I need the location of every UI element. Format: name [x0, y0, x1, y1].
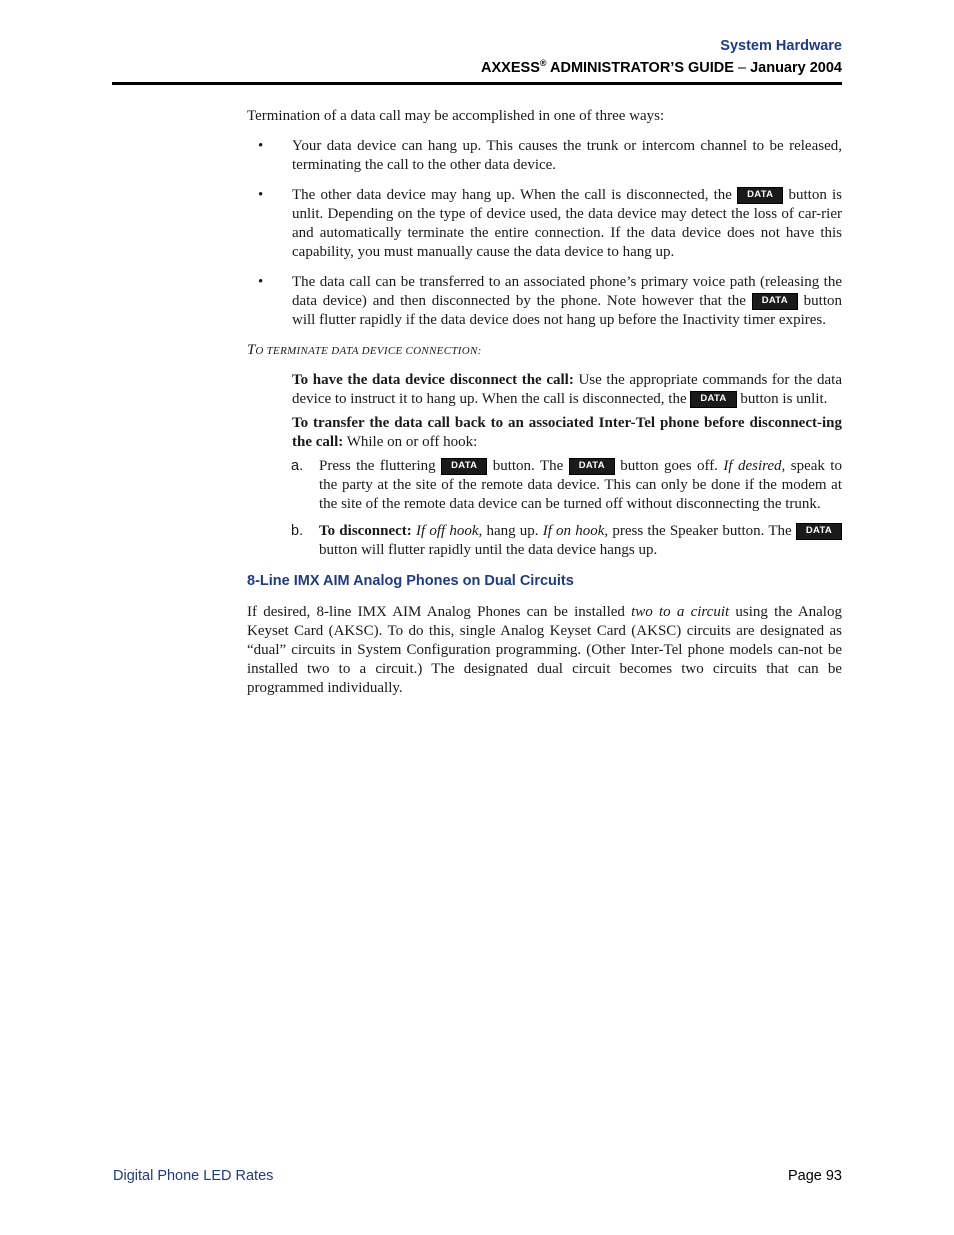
- substep-lead: To disconnect:: [319, 523, 412, 539]
- header-guide-title: [481, 60, 842, 76]
- procedure-heading-cap: T: [247, 342, 256, 358]
- substep-text: button goes off.: [614, 458, 724, 474]
- substep-text: button. The: [487, 458, 569, 474]
- step-text: Use the appropriate commands for the data device to instruct it to hang up. When the call is disconnected, the: [292, 372, 842, 407]
- intro-paragraph: Termination of a data call may be accomplished in one of three ways:: [247, 108, 665, 124]
- header-section-title: System Hardware: [720, 38, 842, 54]
- procedure-step-transfer: [292, 414, 842, 452]
- step-text: button is unlit.: [736, 391, 828, 407]
- paragraph-text: using the Analog Keyset Card (AKSC). To do this, single Analog Keyset Card (AKSC) circuits are designated as “dual” circuits in System Configuration programming. (Other Inter-Tel phone models can-not be installed two to a circuit.) The designated dual circuit becomes two circuits that can be programmed individually.: [247, 604, 842, 696]
- procedure-heading-rest: O TERMINATE DATA DEVICE CONNECTION:: [255, 345, 482, 357]
- bullet-text: Your data device can hang up. This causes the trunk or intercom channel to be released, terminating the call to the other data device.: [292, 138, 842, 173]
- substep-text: Press the fluttering: [319, 458, 442, 474]
- list-item: [247, 186, 842, 262]
- data-key-icon: DATA: [569, 458, 615, 475]
- bullet-text: The data call can be transferred to an associated phone’s primary voice path (releasing the data device) and then disconnected by the phone. Note however that the: [292, 274, 842, 309]
- step-text: While on or off hook:: [343, 434, 478, 450]
- guide-brand: AXXESS: [481, 60, 540, 76]
- substep-label: b.: [291, 523, 304, 539]
- data-key-icon: DATA: [690, 391, 736, 408]
- procedure-heading: [247, 341, 842, 361]
- substep-text: , hang up.: [478, 523, 543, 539]
- guide-date: January 2004: [746, 60, 842, 76]
- termination-methods-list: [247, 137, 842, 330]
- bullet-text: The other data device may hang up. When the call is disconnected, the: [292, 187, 738, 203]
- guide-name: ADMINISTRATOR’S GUIDE: [546, 60, 738, 76]
- data-key-icon: DATA: [441, 458, 487, 475]
- bullet-text: button will flutter rapidly if the data device does not hang up before the Inactivity timer expires.: [292, 293, 842, 328]
- bullet-icon: •: [258, 187, 264, 203]
- list-item: [247, 137, 842, 175]
- page-body: [247, 107, 842, 698]
- step-lead: To have the data device disconnect the call:: [292, 372, 574, 388]
- substep-text: button will flutter rapidly until the data device hangs up.: [319, 542, 658, 558]
- substep-emphasis: If desired,: [723, 458, 786, 474]
- substep-label: a.: [291, 458, 304, 474]
- section-heading: 8-Line IMX AIM Analog Phones on Dual Circuits: [247, 573, 574, 589]
- substep-emphasis: If off hook: [416, 523, 479, 539]
- procedure-step-disconnect: [292, 371, 842, 409]
- registered-mark: ®: [539, 58, 547, 68]
- substep-b: [291, 522, 842, 560]
- paragraph-emphasis: two to a circuit: [631, 604, 730, 620]
- substep-emphasis: If on hook,: [542, 523, 609, 539]
- data-key-icon: DATA: [796, 523, 842, 540]
- substep-text: speak to the party at the site of the remote data device. This can only be done if the modem at the site of the remote data device can be turned off without disconnecting the trunk.: [319, 458, 842, 512]
- substep-a: [291, 457, 842, 514]
- bullet-text: button is unlit. Depending on the type of device used, the data device may detect the loss of car-rier and automatically terminate the entire connection. If the data device does not have this capability, you must manually cause the data device to hang up.: [292, 187, 842, 260]
- substep-text: press the Speaker button. The: [608, 523, 796, 539]
- data-key-icon: DATA: [737, 187, 783, 204]
- bullet-icon: •: [258, 274, 264, 290]
- bullet-icon: •: [258, 138, 264, 154]
- guide-dash: –: [737, 60, 747, 76]
- section-paragraph: [247, 603, 842, 698]
- header-rule: [112, 82, 842, 85]
- data-key-icon: DATA: [752, 293, 798, 310]
- paragraph-text: If desired, 8-line IMX AIM Analog Phones can be installed: [247, 604, 632, 620]
- footer-chapter-title: Digital Phone LED Rates: [113, 1168, 274, 1184]
- list-item: [247, 273, 842, 330]
- footer-page-number: Page 93: [787, 1168, 842, 1184]
- step-lead: To transfer the data call back to an associated Inter-Tel phone before disconnect-ing the call:: [292, 415, 842, 450]
